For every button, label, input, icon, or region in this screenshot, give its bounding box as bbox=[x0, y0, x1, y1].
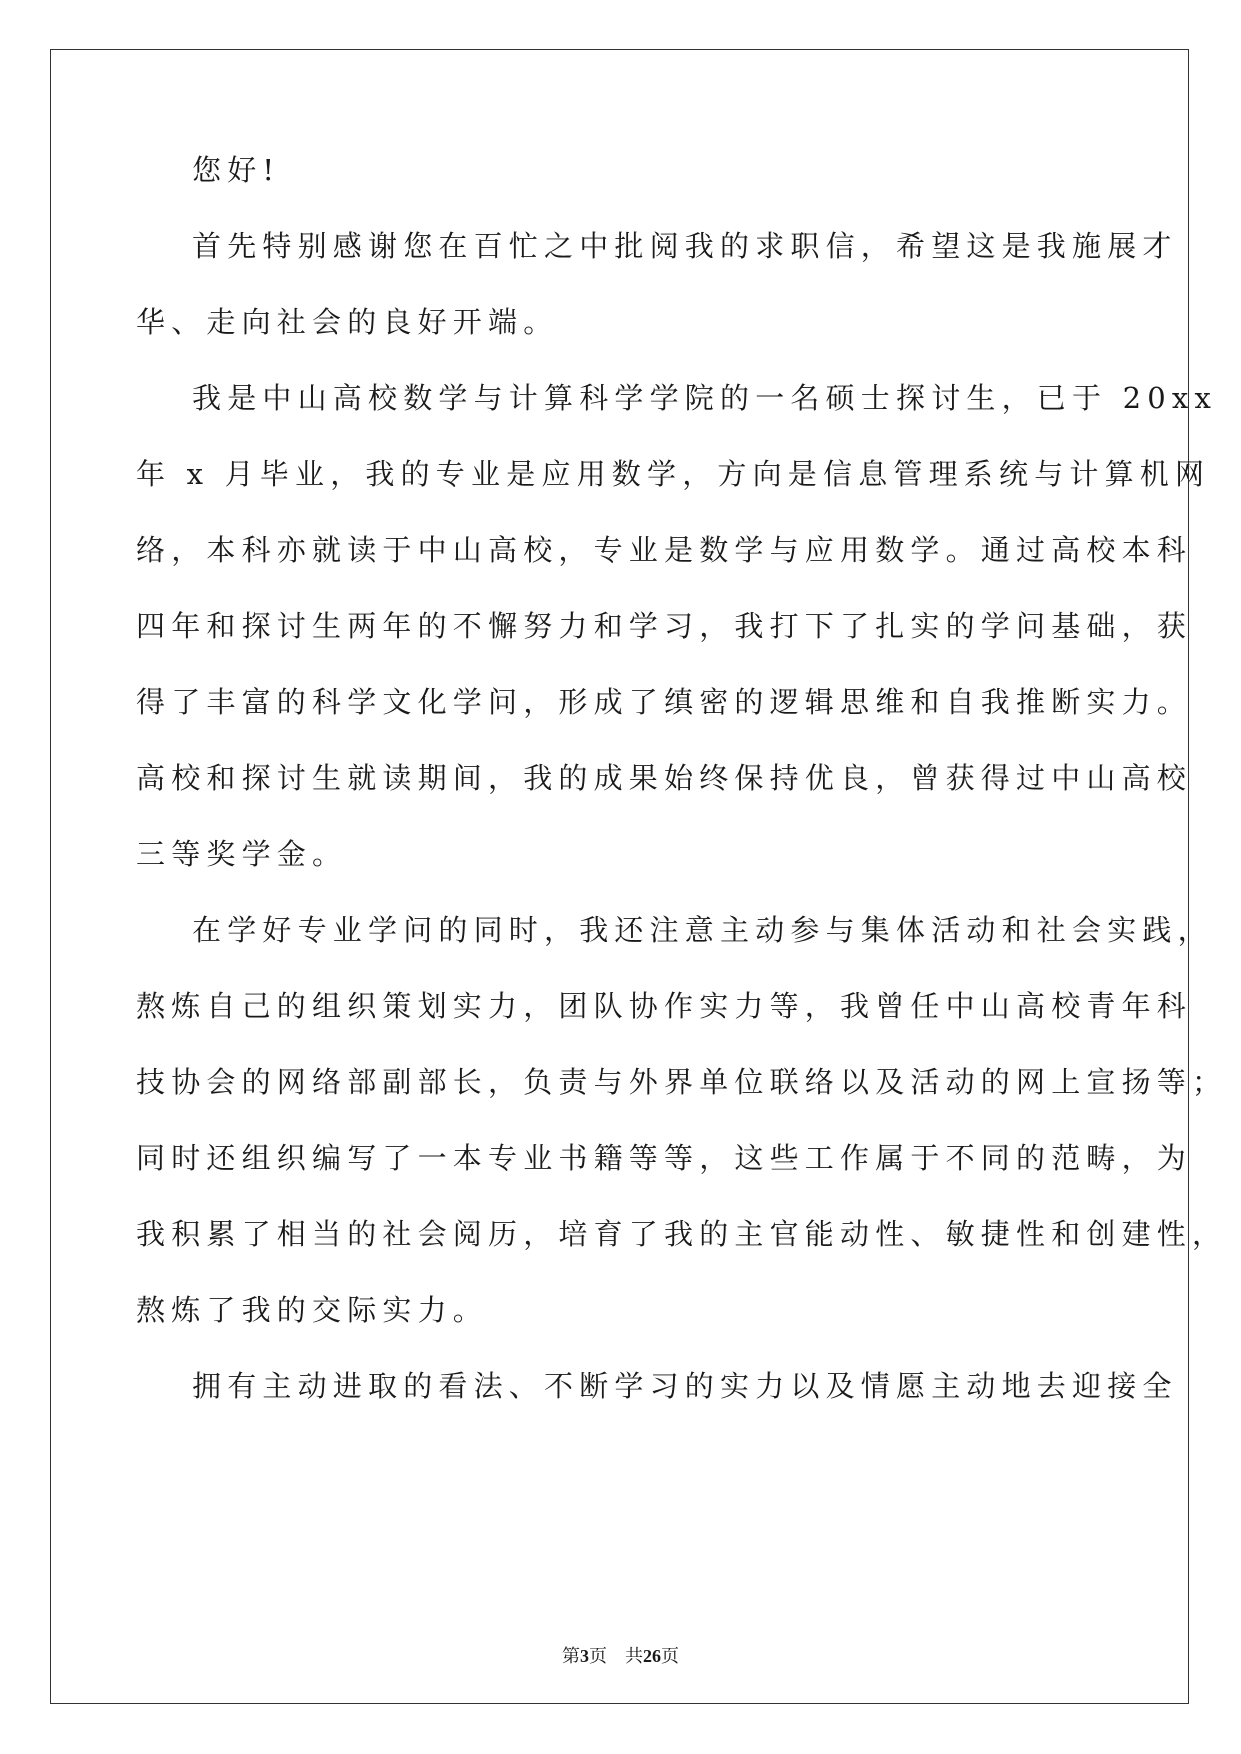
page-prefix: 第 bbox=[562, 1646, 580, 1666]
paragraph-line: 三等奖学金。 bbox=[136, 837, 348, 871]
paragraph-line: 拥有主动进取的看法、不断学习的实力以及情愿主动地去迎接全 bbox=[192, 1369, 1178, 1403]
paragraph-line: 在学好专业学问的同时，我还注意主动参与集体活动和社会实践， bbox=[192, 913, 1213, 947]
total-prefix: 共 bbox=[625, 1646, 643, 1666]
total-pages: 26 bbox=[643, 1646, 661, 1666]
paragraph-line: 技协会的网络部副部长，负责与外界单位联络以及活动的网上宣扬等； bbox=[136, 1065, 1228, 1099]
paragraph-line: 年 x 月毕业，我的专业是应用数学，方向是信息管理系统与计算机网 bbox=[136, 457, 1211, 491]
total-suffix: 页 bbox=[661, 1646, 679, 1666]
paragraph-line: 四年和探讨生两年的不懈努力和学习，我打下了扎实的学问基础，获 bbox=[136, 609, 1193, 643]
paragraph-line: 华、走向社会的良好开端。 bbox=[136, 305, 559, 339]
paragraph-line: 我是中山高校数学与计算科学学院的一名硕士探讨生，已于 20xx bbox=[192, 381, 1218, 415]
paragraph-line: 高校和探讨生就读期间，我的成果始终保持优良，曾获得过中山高校 bbox=[136, 761, 1193, 795]
page-suffix: 页 bbox=[589, 1646, 607, 1666]
paragraph-line: 熬炼了我的交际实力。 bbox=[136, 1293, 489, 1327]
paragraph-line: 我积累了相当的社会阅历，培育了我的主官能动性、敏捷性和创建性， bbox=[136, 1217, 1228, 1251]
paragraph-line: 熬炼自己的组织策划实力，团队协作实力等，我曾任中山高校青年科 bbox=[136, 989, 1193, 1023]
page-border bbox=[50, 49, 1189, 1704]
page-number: 3 bbox=[580, 1646, 589, 1666]
paragraph-line: 同时还组织编写了一本专业书籍等等，这些工作属于不同的范畴，为 bbox=[136, 1141, 1193, 1175]
paragraph-line: 首先特别感谢您在百忙之中批阅我的求职信，希望这是我施展才 bbox=[192, 229, 1178, 263]
page-footer bbox=[0, 1645, 1241, 1667]
paragraph-line: 络，本科亦就读于中山高校，专业是数学与应用数学。通过高校本科 bbox=[136, 533, 1193, 567]
paragraph-line: 得了丰富的科学文化学问，形成了缜密的逻辑思维和自我推断实力。 bbox=[136, 685, 1193, 719]
greeting-line: 您好! bbox=[192, 153, 281, 187]
